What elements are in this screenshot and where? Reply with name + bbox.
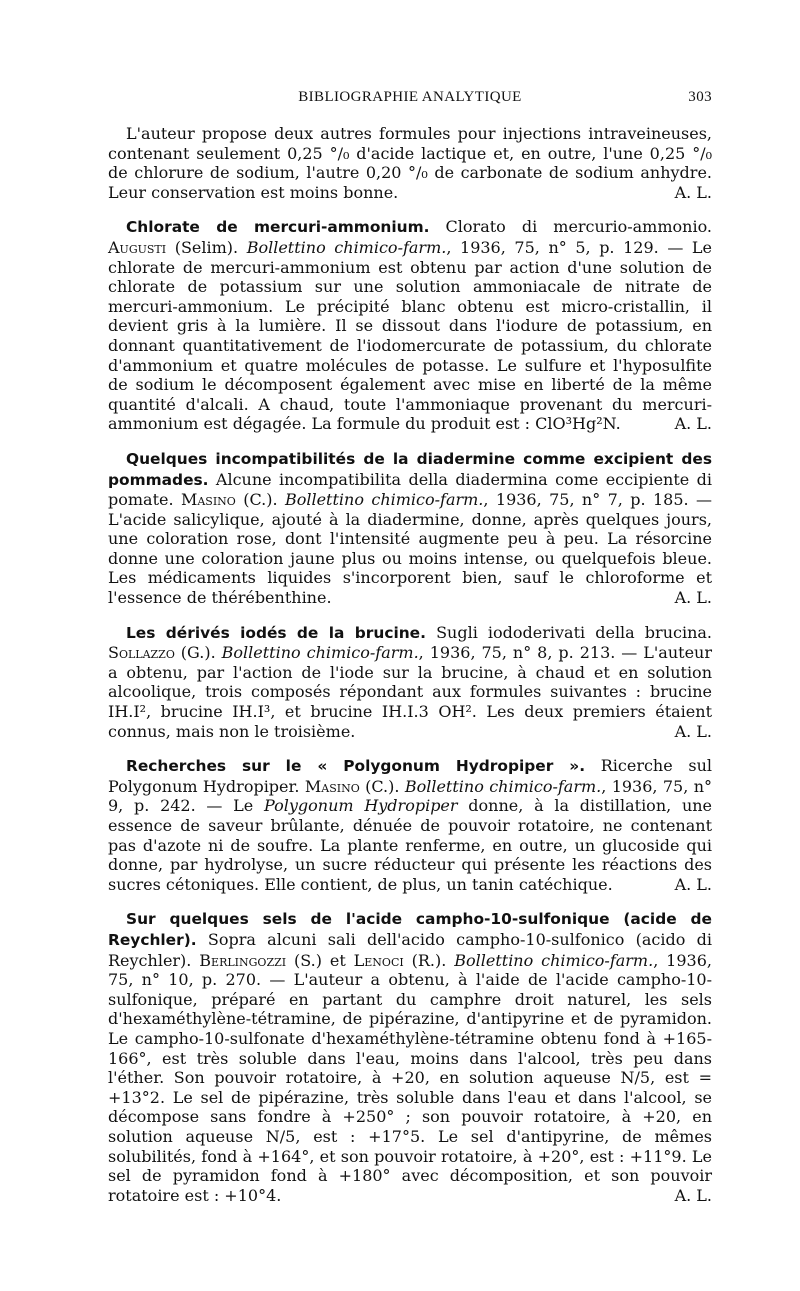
entry-title: Sur quelques sels de l'acide campho-10-sulfonique (acide de Reychler).: [108, 910, 712, 949]
entry-author: Masino: [180, 490, 236, 510]
entry-camphosulfonique: [108, 909, 712, 1205]
entry-text: Le chlorate de mercuri-ammonium est obtenu par action d'une solution de chlorate de potassium sur une solution ammoniacale de nitrate de mercuri-ammonium. Le précipité blanc obtenu est micro-cristallin, il devient gris à la lumière. Il se dissout dans l'iodure de potassium, en donnant quantitativement de l'iodomercurate de potassium, du chlorate d'ammonium et quatre molécules de potasse. Le sulfure et l'hyposulfite de sodium le décomposent également avec mise en liberté de la même quantité d'alcali. A chaud, toute l'ammoniaque provenant du mercuri-ammonium est dégagée. La formule du produit est : ClO³Hg²N.: [108, 237, 713, 434]
entry-ref: , 1936, 75, n° 7, p. 185. —: [483, 490, 713, 510]
entry-title: Les dérivés iodés de la brucine.: [126, 623, 426, 642]
entry-subtitle: Ricerche sul Polygonum Hydropiper.: [108, 756, 713, 796]
entry-author-rest: (C.).: [235, 490, 285, 510]
entry-ref: , 1936, 75, n° 10, p. 270. —: [108, 950, 712, 990]
entry-text: donne, à la distillation, une essence de saveur brûlante, dénuée de pouvoir rotatoire, ne contenant pas d'azote ni de soufre. La plante renferme, en outre, un glucoside qui donne, par hydrolyse, un sucre réducteur qui présente les réactions des sucres cétoniques. Elle contient, de plus, un tanin catéchique.: [108, 796, 713, 894]
entry-journal: Bollettino chimico-farm.: [246, 237, 447, 257]
entry-text: L'auteur a obtenu, par l'action de l'iode sur la brucine, à chaud et en solution alcoolique, trois composés répondant aux formules suivantes : brucine IH.I², brucine IH.I³, et brucine IH.I.3 OH². Les deux premiers étaient connus, mais non le troisième.: [108, 643, 712, 741]
entry-subtitle: Clorato di mercurio-ammonio.: [429, 217, 712, 237]
entry-author: Sollazzo: [108, 643, 175, 663]
entry-title: Recherches sur le « Polygonum Hydropiper ».: [126, 757, 586, 776]
entry-author: Berlingozzi: [199, 950, 287, 970]
entry-subtitle: Sugli iododerivati della brucina.: [425, 622, 713, 642]
entry-title: Chlorate de mercuri-ammonium.: [126, 218, 430, 237]
entry-signature: A. L.: [674, 1185, 712, 1205]
intro-text: L'auteur propose deux autres formules pour injections intraveineuses, contenant seulement 0,25 °/₀ d'acide lactique et, en outre, l'une 0,25 °/₀ de chlorure de sodium, l'autre 0,20 °/₀ de carbonate de sodium anhydre. Leur conservation est moins bonne.: [108, 124, 712, 202]
entry-text: L'acide salicylique, ajouté à la diadermine, donne, après quelques jours, une coloration rose, dont l'intensité augmente peu à peu. La résorcine donne une coloration jaune plus ou moins intense, ou quelquefois bleue. Les médicaments liquides s'incorporent bien, sauf le chloroforme et l'essence de thérébenthine.: [108, 509, 712, 608]
entry-title: Quelques incompatibilités de la diadermine comme excipient des pommades.: [108, 449, 712, 489]
intro-paragraph: [108, 124, 712, 202]
running-head: [108, 88, 712, 110]
entry-author: Masino: [304, 776, 360, 796]
entry-signature: A. L.: [674, 588, 712, 608]
entry-author-rest: (S.) et: [286, 950, 354, 970]
entry-text: L'auteur a obtenu, à l'aide de l'acide campho-10-sulfonique, préparé en partant du camphre droit naturel, les sels d'hexaméthylène-tétramine, de pipérazine, d'antipyrine et de pyramidon. Le campho-10-sulfonate d'hexaméthylène-tétramine obtenu fond à +165-166°, est très soluble dans l'eau, moins dans l'alcool, très peu dans l'éther. Son pouvoir rotatoire, à +20, en solution aqueuse N/5, est = +13°2. Le sel de pipérazine, très soluble dans l'eau et dans l'alcool, se décompose sans fondre à +250° ; son pouvoir rotatoire, à +20, en solution aqueuse N/5, est : +17°5. Le sel d'antipyrine, de mêmes solubilités, fond à +164°, et son pouvoir rotatoire, à +20°, est : +11°9. Le sel de pyramidon fond à +180° avec décomposition, et son pouvoir rotatoire est : +10°4.: [108, 970, 712, 1205]
entry-journal: Bollettino chimico-farm.: [454, 950, 654, 970]
article-body: [108, 124, 712, 1205]
entry-author: Augusti: [108, 237, 167, 257]
entry-subtitle: Sopra alcuni sali dell'acido campho-10-sulfonico (acido di Reychler).: [108, 929, 712, 970]
entry-chlorate: [108, 217, 712, 434]
intro-signature: A. L.: [674, 182, 712, 202]
entry-signature: A. L.: [674, 874, 712, 894]
entry-author-2-rest: (R.).: [403, 950, 455, 970]
entry-subtitle: Alcune incompatibilita della diadermina come eccipiente di pomate.: [108, 469, 712, 510]
entry-author-2: Lenoci: [353, 950, 404, 970]
entry-author-rest: (C.).: [359, 776, 405, 796]
entry-text-before: Le: [233, 796, 265, 816]
entry-ref: , 1936, 75, n° 9, p. 242. —: [108, 776, 712, 816]
entry-ref: , 1936, 75, n° 5, p. 129. —: [446, 237, 692, 257]
entry-ref: , 1936, 75, n° 8, p. 213. —: [418, 643, 644, 663]
entry-journal: Bollettino chimico-farm.: [404, 776, 602, 796]
page-number: 303: [688, 89, 712, 105]
entry-polygonum: [108, 756, 712, 894]
entry-signature: A. L.: [674, 721, 712, 741]
entry-author-rest: (Selim).: [166, 237, 247, 257]
entry-signature: A. L.: [674, 414, 712, 434]
entry-diadermine: [108, 449, 712, 608]
entry-brucine: [108, 623, 712, 742]
entry-text-italic: Polygonum Hydropiper: [264, 796, 458, 816]
entry-journal: Bollettino chimico-farm.: [284, 490, 484, 510]
entry-journal: Bollettino chimico-farm.: [221, 643, 419, 663]
entry-author-rest: (G.).: [174, 643, 222, 663]
running-title: BIBLIOGRAPHIE ANALYTIQUE: [298, 89, 522, 105]
